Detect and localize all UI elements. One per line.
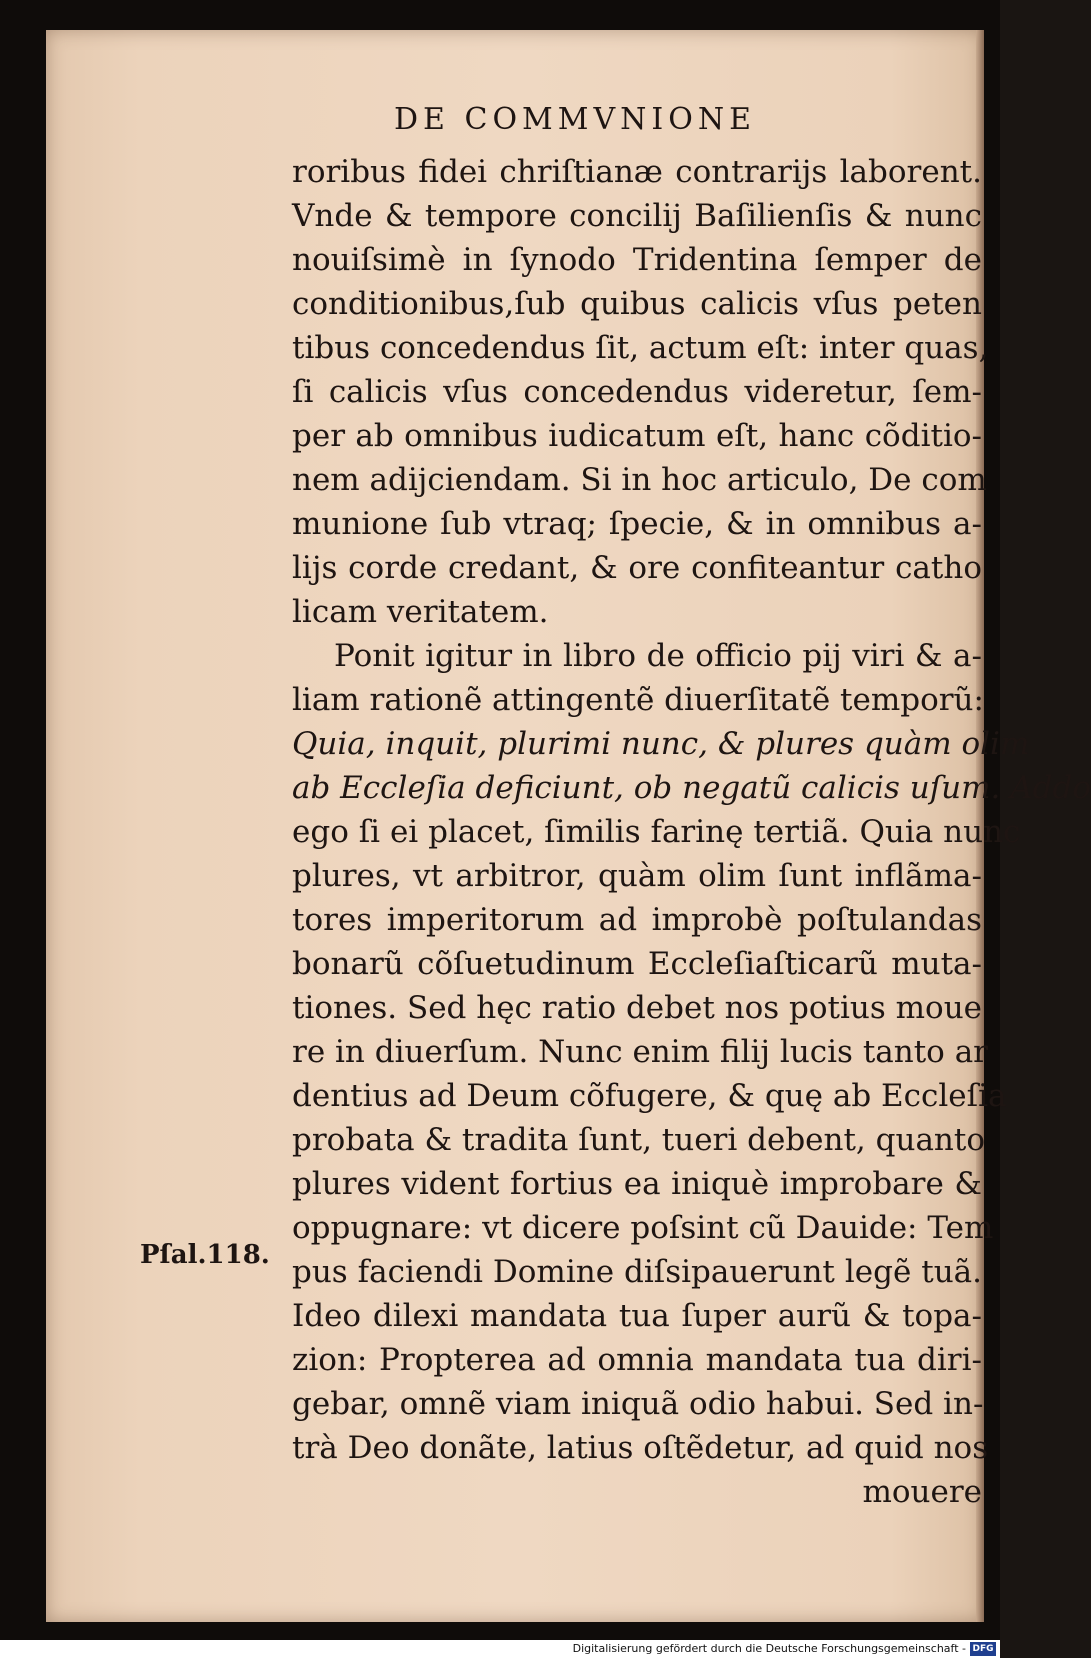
book-page	[46, 30, 1091, 1622]
text-line: oppugnare: vt dicere poſsint cũ Dauide: Tem	[292, 1210, 994, 1246]
text-line: roribus fidei chriſtianæ contrarijs laborent.	[292, 154, 982, 190]
text-line: ſi calicis vſus concedendus videretur, ſem-	[292, 374, 982, 410]
text-line: bonarũ cõſuetudinum Eccleſiaſticarũ muta-	[292, 946, 982, 982]
text-line: Ideo dilexi mandata tua ſuper aurũ & topa-	[292, 1298, 982, 1334]
text-line: per ab omnibus iudicatum eſt, hanc cõditio-	[292, 418, 982, 454]
text-line: trà Deo donãte, latius oſtẽdetur, ad quid nos	[292, 1430, 989, 1466]
text-line: gebar, omnẽ viam iniquã odio habui. Sed in-	[292, 1386, 984, 1422]
text-line: dentius ad Deum cõfugere, & quę ab Eccleſia	[292, 1078, 1007, 1114]
text-line: probata & tradita ſunt, tueri debent, quanto	[292, 1122, 986, 1158]
text-line: plures vident fortius ea iniquè improbare &	[292, 1166, 982, 1202]
running-title: DE COMMVNIONE	[394, 102, 756, 137]
text-block	[292, 150, 1091, 1514]
text-line: zion: Propterea ad omnia mandata tua diri-	[292, 1342, 982, 1378]
footer-bar	[0, 1640, 1000, 1658]
text-line: Quia, inquit, plurimi nunc, & plures quàm olim	[292, 726, 1030, 762]
text-line: pus faciendi Domine diſsipauerunt legẽ tuã.	[292, 1254, 982, 1290]
text-line: tibus concedendus ſit, actum eſt: inter quas,	[292, 330, 989, 366]
text-line: nouiſsimè in ſynodo Tridentina ſemper de	[292, 242, 982, 278]
text-line: Vnde & tempore concilij Baſilienſis & nunc	[292, 198, 982, 234]
text-line: re in diuerſum. Nunc enim filij lucis tanto ar	[292, 1034, 989, 1070]
dfg-logo: DFG	[970, 1642, 996, 1656]
text-line: ego ſi ei placet, ſimilis farinę tertiã. Quia nunc	[292, 814, 1021, 850]
margin-note-psalm: Pſal.118.	[140, 1240, 270, 1270]
text-line: conditionibus,ſub quibus calicis vſus peten	[292, 286, 982, 322]
text-line: lijs corde credant, & ore confiteantur catho	[292, 550, 982, 586]
text-line: tiones. Sed hęc ratio debet nos potius moue	[292, 990, 983, 1026]
text-line: licam veritatem.	[292, 594, 549, 630]
text-line: ab Eccleſia deficiunt, ob negatũ calicis uſum. Addo	[292, 770, 1091, 806]
text-line: munione ſub vtraq; ſpecie, & in omnibus a-	[292, 506, 982, 542]
text-line: Ponit igitur in libro de officio pij viri & a-	[334, 638, 982, 674]
text-line: plures, vt arbitror, quàm olim ſunt inflãma-	[292, 858, 982, 894]
funding-credit: Digitalisierung gefördert durch die Deutsche Forschungsgemeinschaft -	[572, 1642, 966, 1655]
catchword: mouere	[862, 1474, 982, 1510]
text-line: liam rationẽ attingentẽ diuerſitatẽ temporũ:	[292, 682, 984, 718]
text-line: tores imperitorum ad improbè poſtulandas	[292, 902, 982, 938]
text-line: nem adijciendam. Si in hoc articulo, De com	[292, 462, 987, 498]
